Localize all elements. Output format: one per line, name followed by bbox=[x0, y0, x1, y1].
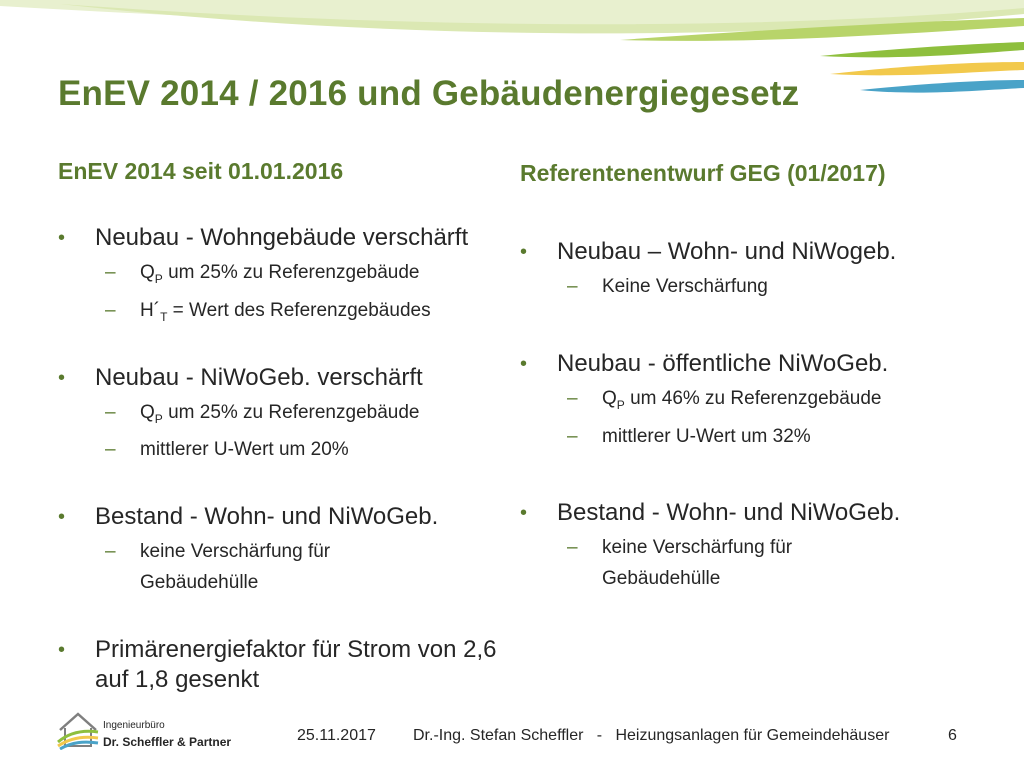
swoosh-blue-band bbox=[860, 80, 1024, 93]
left-sub-item: – $Q_P$ um 25% zu Referenzgebäude bbox=[95, 397, 508, 435]
swoosh-green-band-2 bbox=[820, 42, 1024, 57]
right-sub-item: – mittlerer U-Wert um 32% bbox=[557, 421, 1000, 459]
right-column bbox=[520, 160, 1000, 631]
slide-page-number: 6 bbox=[948, 727, 957, 744]
left-sub-item: – $Q_P$ um 25% zu Referenzgebäude bbox=[95, 257, 508, 295]
right-column-heading: Referentenentwurf GEG (01/2017) bbox=[520, 160, 886, 186]
right-sub-list bbox=[557, 532, 1000, 601]
left-column-heading: EnEV 2014 seit 01.01.2016 bbox=[58, 158, 344, 184]
left-bullet: • Neubau - Wohngebäude verschärft – $Q_P$ um 25% zu Referenzgebäude – $H´_T$ = Wert des Referenzgebäudes bbox=[58, 223, 508, 333]
right-bullet: • Bestand - Wohn- und NiWoGeb. – keine Verschärfung für Gebäudehülle bbox=[520, 498, 1000, 601]
left-sub-item: – $H´_T$ = Wert des Referenzgebäudes bbox=[95, 295, 508, 333]
right-bullet-list bbox=[520, 237, 1000, 601]
left-bullet: • Bestand - Wohn- und NiWoGeb. – keine Verschärfung für Gebäudehülle bbox=[58, 502, 508, 605]
house-logo-icon bbox=[56, 708, 100, 750]
logo-company-line2: Dr. Scheffler & Partner bbox=[103, 735, 232, 749]
right-sub-list bbox=[557, 271, 1000, 309]
left-sub-item: – keine Verschärfung für Gebäudehülle bbox=[95, 536, 420, 605]
right-sub-item: – $Q_P$ um 46% zu Referenzgebäude bbox=[557, 383, 1000, 421]
left-sub-list bbox=[95, 397, 508, 473]
footer-author-topic: Dr.-Ing. Stefan Scheffler - Heizungsanlagen für Gemeindehäuser bbox=[413, 727, 890, 744]
left-sub-item: – mittlerer U-Wert um 20% bbox=[95, 434, 508, 472]
slide-title: EnEV 2014 / 2016 und Gebäudenergiegesetz bbox=[58, 74, 800, 113]
swoosh-yellow-band bbox=[830, 62, 1024, 75]
right-sub-item: – Keine Verschärfung bbox=[557, 271, 1000, 309]
left-bullet-list bbox=[58, 223, 508, 695]
left-sub-list bbox=[95, 536, 508, 605]
right-sub-item: – keine Verschärfung für Gebäudehülle bbox=[557, 532, 882, 601]
right-bullet: • Neubau - öffentliche NiWoGeb. – $Q_P$ um 46% zu Referenzgebäude – mittlerer U-Wert um 32% bbox=[520, 349, 1000, 459]
logo-company-line1: Ingenieurbüro bbox=[103, 720, 165, 731]
right-bullet: • Neubau – Wohn- und NiWogeb. – Keine Verschärfung bbox=[520, 237, 1000, 309]
left-bullet: • Neubau - NiWoGeb. verschärft – $Q_P$ um 25% zu Referenzgebäude – mittlerer U-Wert um 20% bbox=[58, 363, 508, 473]
footer-date: 25.11.2017 bbox=[297, 727, 376, 744]
left-bullet: • Primärenergiefaktor für Strom von 2,6 auf 1,8 gesenkt bbox=[58, 635, 508, 695]
left-sub-list bbox=[95, 257, 508, 333]
right-sub-list bbox=[557, 383, 1000, 459]
left-column bbox=[58, 158, 508, 725]
